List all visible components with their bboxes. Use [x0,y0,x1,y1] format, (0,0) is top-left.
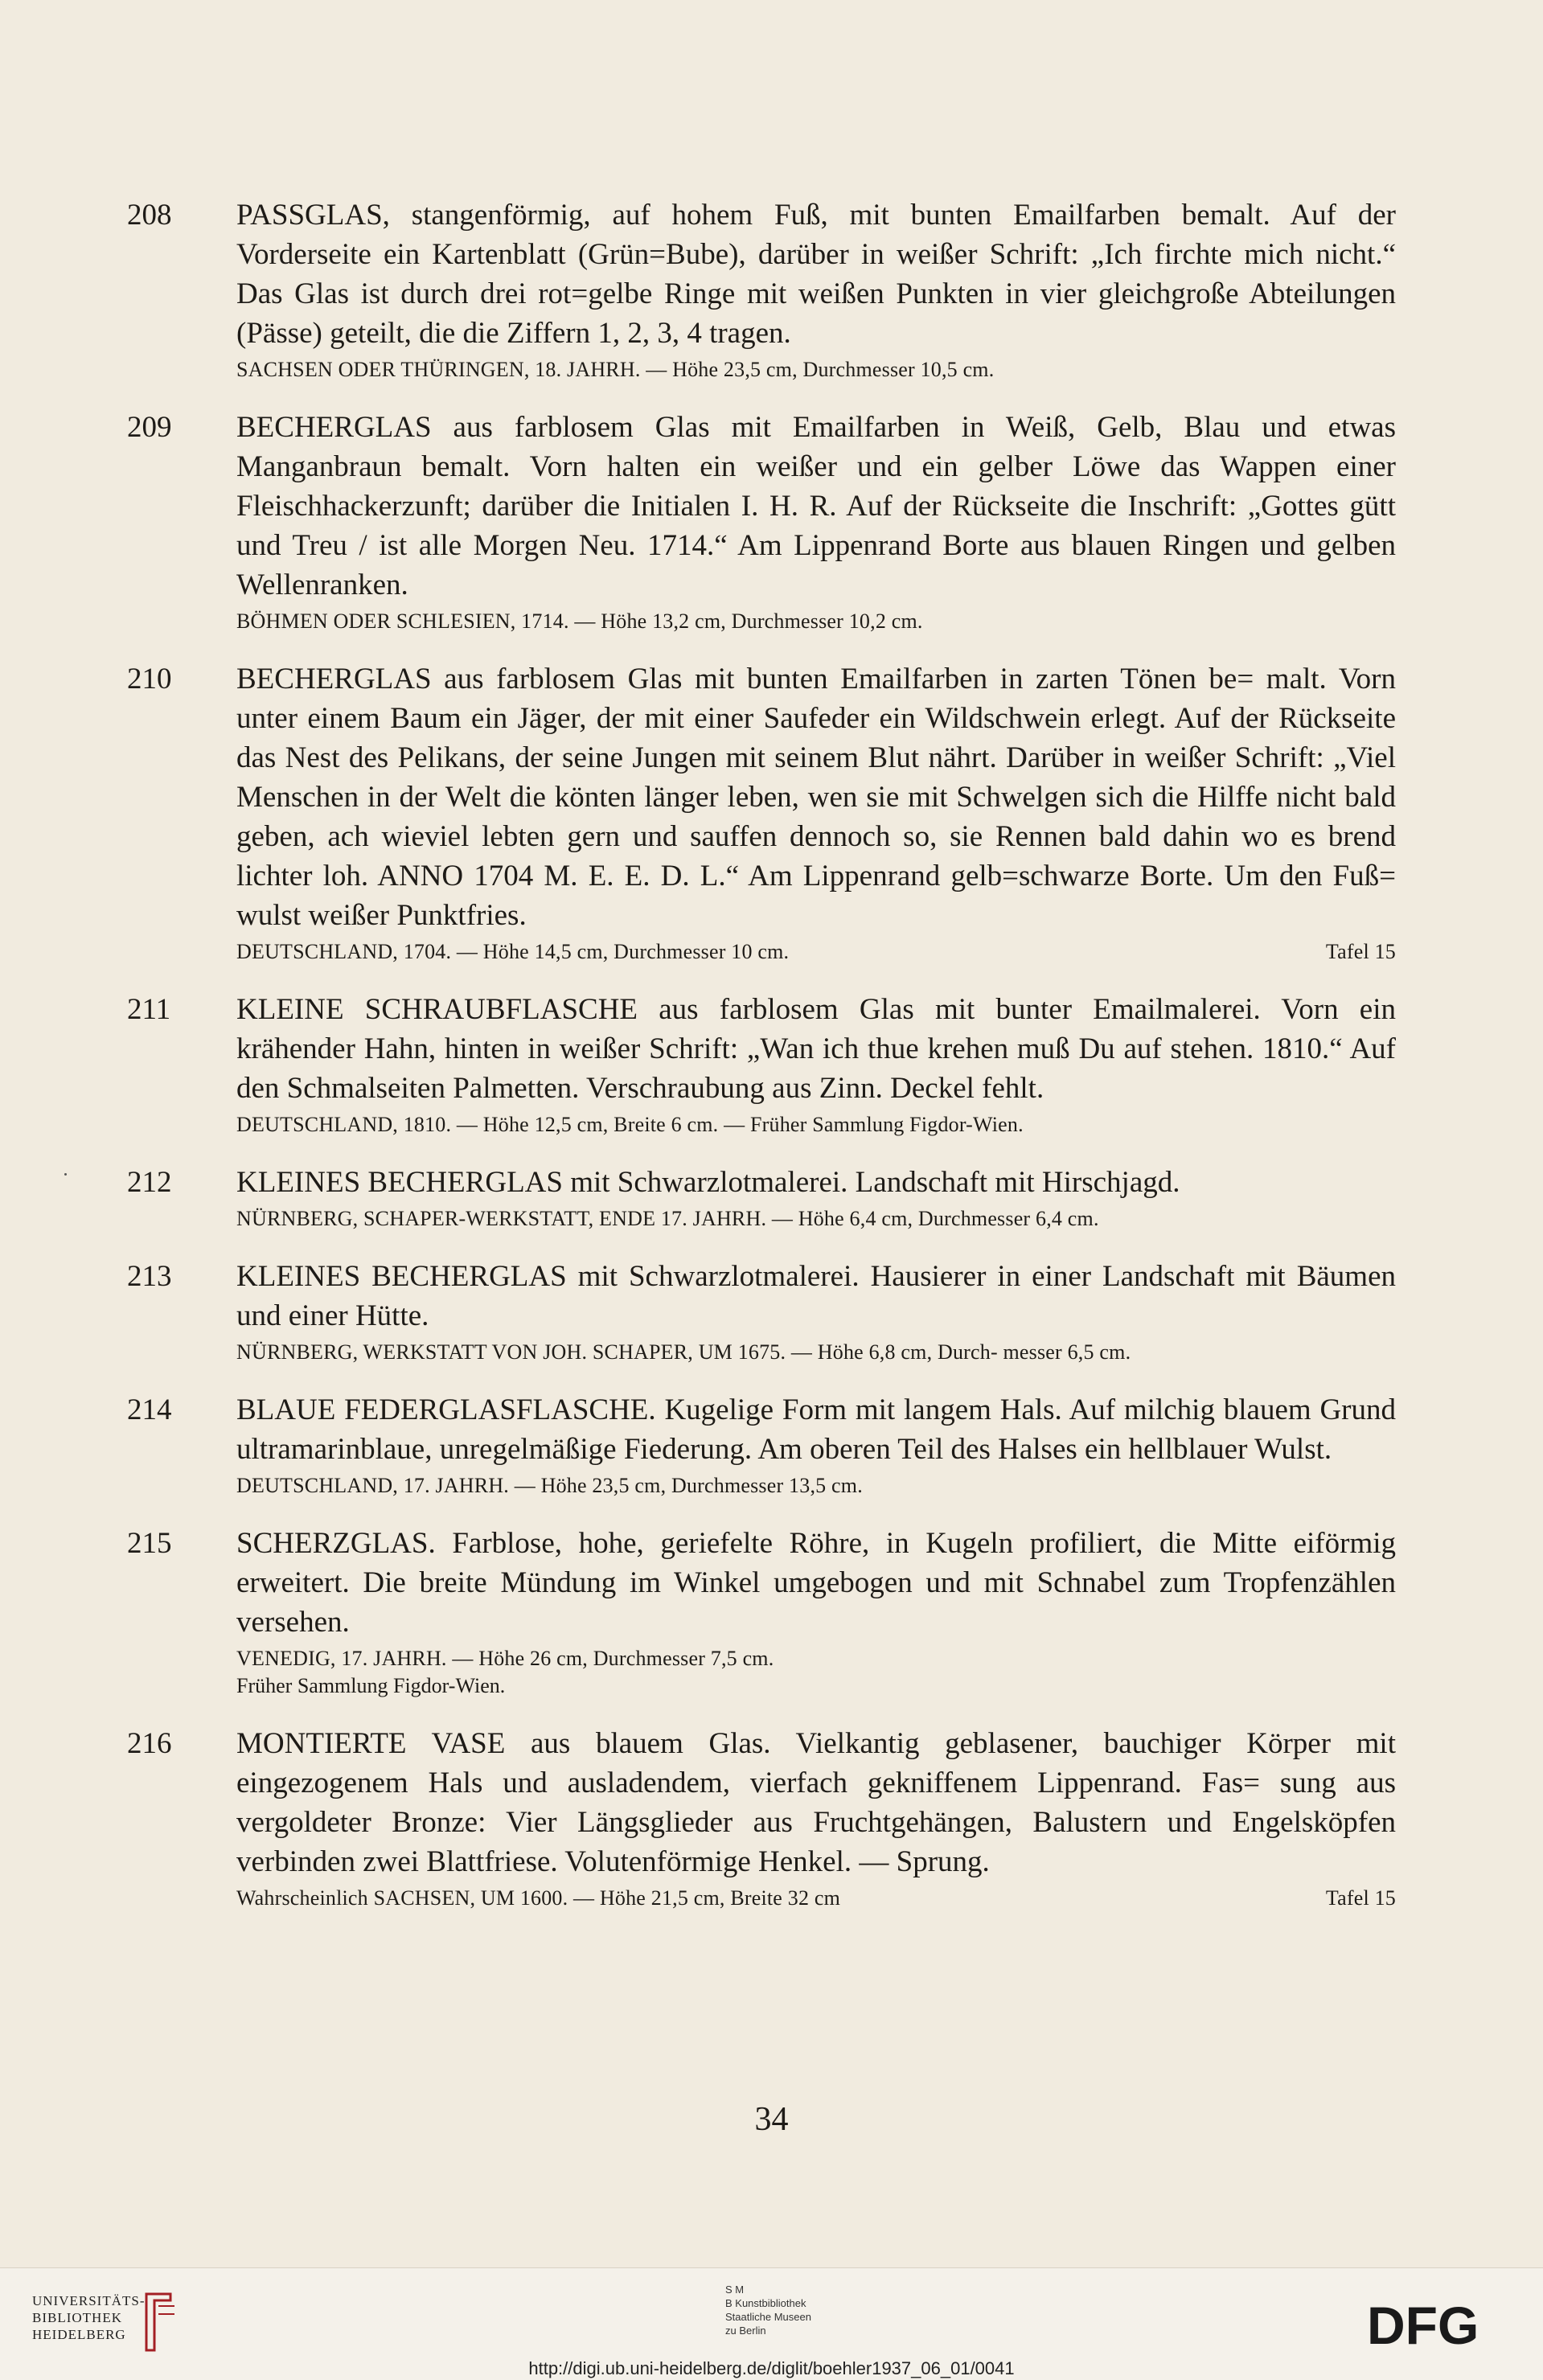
university-library-logo [32,2292,146,2343]
entry-description [127,1163,1396,1202]
entry-text: MONTIERTE VASE aus blauem Glas. Vielkantig geblasener, bauchiger Körper mit eingezogenem Hals und ausladendem, vierfach gekniffenem Lippenrand. Fas= sung aus vergoldeter Bronze: Vier Längsglieder aus Fruchtgehängen, Balustern und Engelsköpfen verbinden zwei Blattfriese. Volutenförmige Henkel. — Sprung. [236,1727,1396,1878]
entry-description [127,990,1396,1108]
library-mark-icon [138,2286,179,2358]
plate-reference: Tafel 15 [1325,1886,1396,1910]
digitization-footer [0,2267,1543,2380]
entry-number: 210 [127,663,172,696]
entry-list [127,195,1396,1936]
dfg-logo-icon [1367,2297,1520,2353]
sm-line: S M [725,2284,745,2296]
entry-number: 216 [127,1727,172,1760]
catalog-entry [127,195,1396,384]
entry-description [127,408,1396,605]
entry-provenance [182,1205,1396,1233]
entry-provenance [182,938,1396,966]
entry-text: KLEINE SCHRAUBFLASCHE aus farblosem Glas mit bunter Emailmalerei. Vorn ein krähender Hahn, hinten in weißer Schrift: „Wan ich thue krehen muß Du auf stehen. 1810.“ Auf den Schmalseiten Palmetten. Verschraubung aus Zinn. Deckel fehlt. [236,993,1396,1105]
sm-kunstbibliothek-logo [725,2283,811,2337]
entry-number: 212 [127,1166,172,1199]
sm-line: Staatliche Museen [725,2311,811,2323]
entry-description [127,659,1396,935]
provenance-text: VENEDIG, 17. JAHRH. — Höhe 26 cm, Durchmesser 7,5 cm. [236,1647,774,1670]
entry-text: BECHERGLAS aus farblosem Glas mit bunten Emailfarben in zarten Tönen be= malt. Vorn unter einem Baum ein Jäger, der mit einer Saufeder ein Wildschwein erlegt. Auf der Rückseite das Nest des Pelikans, der seine Jungen mit seinem Blut nährt. Darüber in weißer Schrift: „Viel Menschen in der Welt die könten länger leben, wen sie mit Schwelgen sich die Hilffe nicht bald geben, ach wieviel lebten gern und sauffen dennoch so, sie Rennen bald dahin wo es brend lichter loh. ANNO 1704 M. E. E. D. L.“ Am Lippenrand gelb=schwarze Borte. Um den Fuß= wulst weißer Punktfries. [236,663,1396,932]
entry-number: 213 [127,1260,172,1293]
entry-provenance [182,1111,1396,1139]
entry-provenance [182,608,1396,635]
provenance-text: DEUTSCHLAND, 1810. — Höhe 12,5 cm, Breite 6 cm. — Früher Sammlung Figdor-Wien. [236,1113,1024,1136]
plate-reference: Tafel 15 [1325,940,1396,963]
catalog-entry [127,1163,1396,1233]
entry-number: 215 [127,1527,172,1560]
entry-number: 211 [127,993,171,1026]
entry-provenance [182,1472,1396,1500]
entry-description [127,1390,1396,1469]
source-url-link[interactable]: http://digi.ub.uni-heidelberg.de/diglit/boehler1937_06_01/0041 [528,2358,1015,2378]
entry-provenance [182,1339,1396,1366]
catalog-entry [127,1257,1396,1366]
entry-text: KLEINES BECHERGLAS mit Schwarzlotmalerei. Hausierer in einer Landschaft mit Bäumen und einer Hütte. [236,1260,1396,1332]
entry-number: 209 [127,411,172,444]
entry-text: PASSGLAS, stangenförmig, auf hohem Fuß, mit bunten Emailfarben bemalt. Auf der Vorderseite ein Kartenblatt (Grün=Bube), darüber in weißer Schrift: „Ich firchte mich nicht.“ Das Glas ist durch drei rot=gelbe Ringe mit weißen Punkten in vier gleichgroße Abteilungen (Pässe) geteilt, die die Ziffern 1, 2, 3, 4 tragen. [236,199,1396,350]
catalog-entry [127,408,1396,635]
dfg-logo-text: DFG [1367,2297,1479,2353]
entry-text: SCHERZGLAS. Farblose, hohe, geriefelte Röhre, in Kugeln profiliert, die Mitte eiförmig erweitert. Die breite Mündung im Winkel umgebogen und mit Schnabel zum Tropfenzählen versehen. [236,1527,1396,1639]
entry-provenance [182,1645,1396,1672]
sm-line: B Kunstbibliothek [725,2297,806,2309]
entry-provenance [182,356,1396,384]
entry-description [127,1724,1396,1881]
catalog-entry [127,990,1396,1139]
catalog-entry [127,1390,1396,1500]
scan-speck [64,1173,67,1176]
provenance-text: NÜRNBERG, WERKSTATT VON JOH. SCHAPER, UM 1675. — Höhe 6,8 cm, Durch- messer 6,5 cm. [236,1340,1131,1364]
library-line: UNIVERSITÄTS- [32,2293,146,2308]
provenance-text: Wahrscheinlich SACHSEN, UM 1600. — Höhe 21,5 cm, Breite 32 cm [236,1886,841,1910]
provenance-text: DEUTSCHLAND, 1704. — Höhe 14,5 cm, Durchmesser 10 cm. [236,940,790,963]
page-number: 34 [754,2101,789,2138]
sm-line: zu Berlin [725,2325,766,2337]
entry-text: BECHERGLAS aus farblosem Glas mit Emailfarben in Weiß, Gelb, Blau und etwas Manganbraun bemalt. Vorn halten ein weißer und ein gelber Löwe das Wappen einer Fleischhackerzunft; darüber die Initialen I. H. R. Auf der Rückseite die Inschrift: „Gottes gütt und Treu / ist alle Morgen Neu. 1714.“ Am Lippenrand Borte aus blauen Ringen und gelben Wellenranken. [236,411,1396,601]
entry-text: KLEINES BECHERGLAS mit Schwarzlotmalerei. Landschaft mit Hirschjagd. [236,1166,1180,1199]
entry-note: Früher Sammlung Figdor-Wien. [236,1674,506,1697]
catalog-entry [127,659,1396,966]
entry-provenance [182,1885,1396,1912]
provenance-text: NÜRNBERG, SCHAPER-WERKSTATT, ENDE 17. JAHRH. — Höhe 6,4 cm, Durchmesser 6,4 cm. [236,1207,1099,1230]
provenance-text: DEUTSCHLAND, 17. JAHRH. — Höhe 23,5 cm, Durchmesser 13,5 cm. [236,1474,863,1497]
entry-description [127,1257,1396,1336]
provenance-text: SACHSEN ODER THÜRINGEN, 18. JAHRH. — Höhe 23,5 cm, Durchmesser 10,5 cm. [236,358,995,381]
entry-description [127,1524,1396,1642]
catalog-entry [127,1524,1396,1700]
library-line: HEIDELBERG [32,2327,126,2342]
entry-text: BLAUE FEDERGLASFLASCHE. Kugelige Form mit langem Hals. Auf milchig blauem Grund ultramarinblaue, unregelmäßige Fiederung. Am oberen Teil des Halses ein hellblauer Wulst. [236,1393,1396,1466]
provenance-text: BÖHMEN ODER SCHLESIEN, 1714. — Höhe 13,2 cm, Durchmesser 10,2 cm. [236,609,923,633]
entry-number: 208 [127,199,172,232]
catalog-entry [127,1724,1396,1912]
library-line: BIBLIOTHEK [32,2310,122,2325]
entry-number: 214 [127,1393,172,1426]
entry-description [127,195,1396,353]
